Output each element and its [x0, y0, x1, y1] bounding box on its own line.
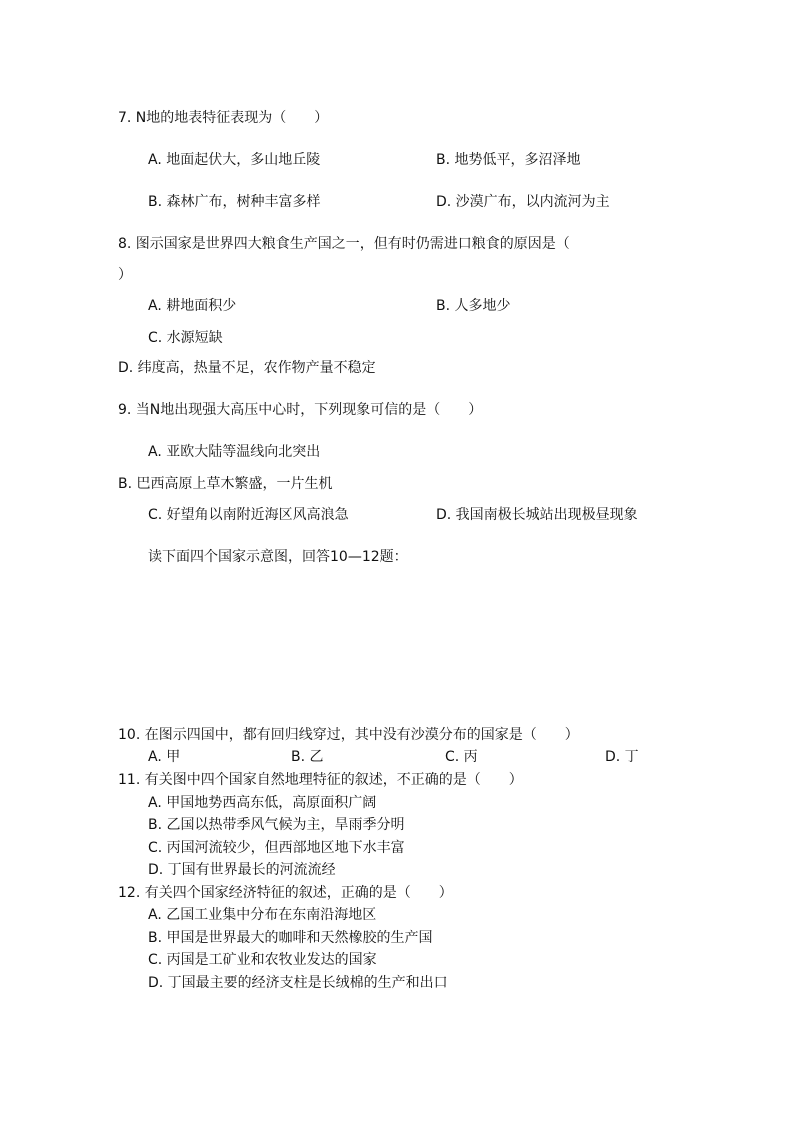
question-12-option-c: C. 丙国是工矿业和农牧业发达的国家: [148, 952, 377, 968]
question-10-option-d: D. 丁: [605, 749, 639, 765]
question-11-stem: 11. 有关图中四个国家自然地理特征的叙述，不正确的是（ ）: [118, 772, 523, 788]
question-12-option-b: B. 甲国是世界最大的咖啡和天然橡胶的生产国: [148, 930, 433, 946]
question-7-option-b: B. 地势低平，多沼泽地: [436, 152, 581, 168]
question-9-option-d: D. 我国南极长城站出现极昼现象: [436, 507, 638, 523]
question-12-stem: 12. 有关四个国家经济特征的叙述，正确的是（ ）: [118, 885, 453, 901]
question-7-option-d: D. 沙漠广布，以内流河为主: [436, 194, 610, 210]
question-11-option-b: B. 乙国以热带季风气候为主，旱雨季分明: [148, 817, 405, 833]
question-12-option-a: A. 乙国工业集中分布在东南沿海地区: [148, 907, 377, 923]
question-8-option-a: A. 耕地面积少: [148, 298, 237, 314]
question-10-option-b: B. 乙: [291, 749, 324, 765]
question-10-option-a: A. 甲: [148, 749, 181, 765]
question-9-option-c: C. 好望角以南附近海区风高浪急: [148, 507, 349, 523]
section-intro: 读下面四个国家示意图，回答10—12题：: [148, 549, 408, 565]
question-10-option-c: C. 丙: [445, 749, 478, 765]
question-9-stem: 9. 当N地出现强大高压中心时，下列现象可信的是（ ）: [118, 402, 483, 418]
question-11-option-a: A. 甲国地势西高东低，高原面积广阔: [148, 795, 377, 811]
question-8-stem-continuation: ）: [118, 267, 132, 283]
question-7-option-c: B. 森林广布，树种丰富多样: [148, 194, 321, 210]
question-9-option-a: A. 亚欧大陆等温线向北突出: [148, 444, 321, 460]
question-8-option-c: C. 水源短缺: [148, 330, 223, 346]
question-12-option-d: D. 丁国最主要的经济支柱是长绒棉的生产和出口: [148, 975, 448, 991]
question-11-option-d: D. 丁国有世界最长的河流流经: [148, 862, 336, 878]
question-10-stem: 10. 在图示四国中，都有回归线穿过，其中没有沙漠分布的国家是（ ）: [118, 727, 579, 743]
question-8-stem: 8. 图示国家是世界四大粮食生产国之一，但有时仍需进口粮食的原因是（: [118, 236, 570, 252]
question-7-option-a: A. 地面起伏大，多山地丘陵: [148, 152, 321, 168]
question-8-option-d: D. 纬度高，热量不足，农作物产量不稳定: [118, 360, 376, 376]
question-8-option-b: B. 人多地少: [436, 298, 511, 314]
question-7-stem: 7. N地的地表特征表现为（ ）: [118, 110, 329, 126]
question-11-option-c: C. 丙国河流较少，但西部地区地下水丰富: [148, 840, 405, 856]
figure-placeholder: [118, 578, 678, 718]
question-9-option-b: B. 巴西高原上草木繁盛，一片生机: [118, 476, 333, 492]
